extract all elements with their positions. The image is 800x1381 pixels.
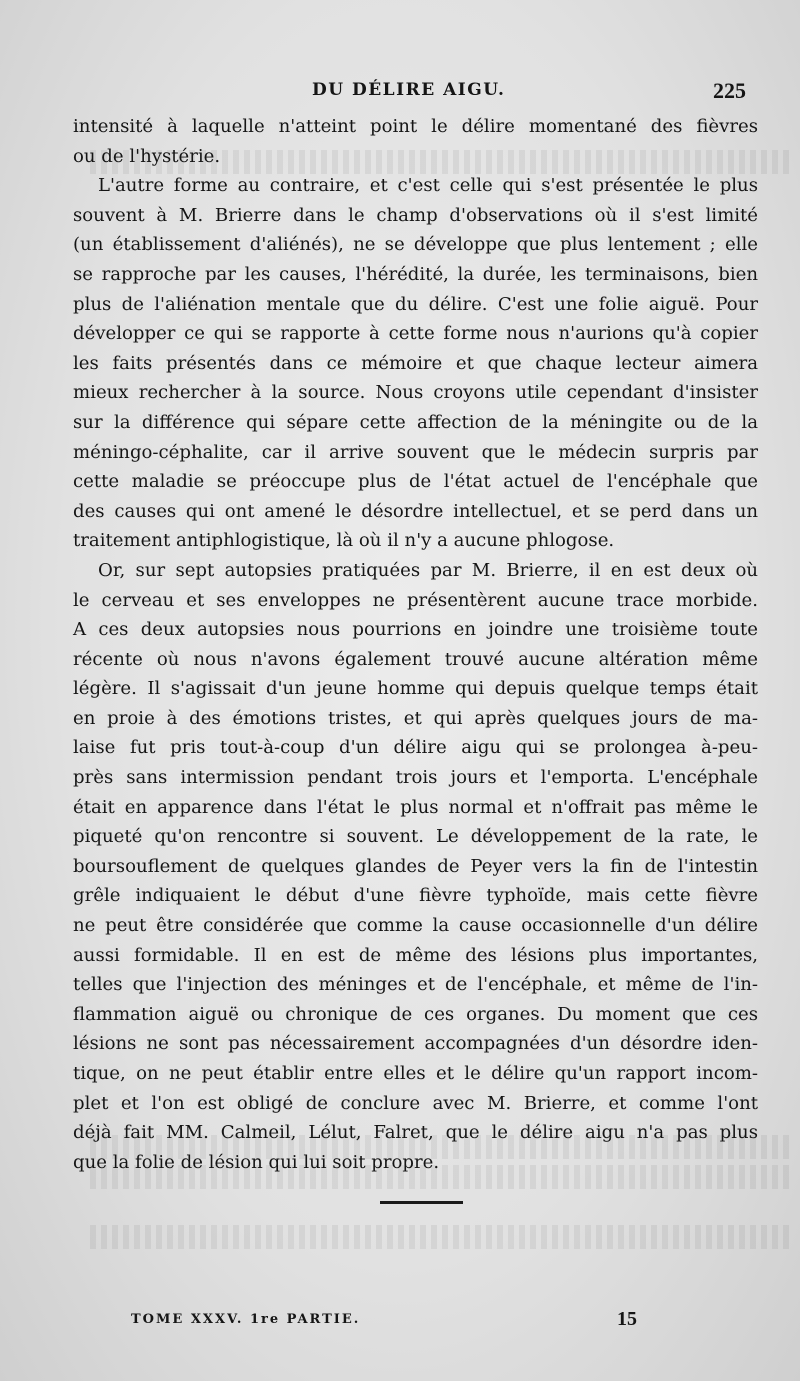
show-through-bleed [90, 1225, 790, 1249]
paragraph [73, 556, 758, 1177]
text-line: intensité à laquelle n'atteint point le délire momentané des fièvres [73, 116, 758, 137]
page-number: 225 [713, 78, 746, 103]
section-end-rule [380, 1201, 463, 1204]
text-line: (un établissement d'aliénés), ne se développe que plus lentement ; elle [73, 234, 758, 256]
text-line: boursouflement de quelques glandes de Peyer vers la fin de l'intestin [73, 855, 758, 877]
paragraph [73, 171, 758, 556]
text-line: Or, sur sept autopsies pratiquées par M. Brierre, il en est deux où [98, 559, 758, 581]
text-line: se rapproche par les causes, l'hérédité, la durée, les terminaisons, bien [73, 263, 758, 285]
running-head [0, 78, 800, 108]
text-line: plus de l'aliénation mentale que du délire. C'est une folie aiguë. Pour [73, 293, 758, 315]
text-line: flammation aiguë ou chronique de ces organes. Du moment que ces [73, 1003, 758, 1025]
text-line: en proie à des émotions tristes, et qui après quelques jours de ma- [73, 707, 758, 729]
text-line: légère. Il s'agissait d'un jeune homme qui depuis quelque temps était [73, 678, 758, 700]
text-line: telles que l'injection des méninges et de l'encéphale, et même de l'in- [73, 974, 758, 996]
text-line: ne peut être considérée que comme la cause occasionnelle d'un délire [73, 915, 758, 937]
text-line: grêle indiquaient le début d'une fièvre typhoïde, mais cette fièvre [73, 885, 758, 907]
text-line: lésions ne sont pas nécessairement accompagnées d'un désordre iden- [73, 1033, 758, 1055]
signature-number: 15 [617, 1308, 637, 1330]
text-line: ou de l'hystérie. [73, 145, 221, 167]
text-line: près sans intermission pendant trois jours et l'emporta. L'encéphale [73, 767, 758, 789]
page-footer [0, 1310, 800, 1334]
body-text [73, 112, 758, 1177]
text-line: mieux rechercher à la source. Nous croyons utile cependant d'insister [73, 382, 758, 404]
text-line: cette maladie se préoccupe plus de l'état actuel de l'encéphale que [73, 471, 758, 493]
text-line: traitement antiphlogistique, là où il n'y a aucune phlogose. [73, 530, 615, 552]
text-line: récente où nous n'avons également trouvé aucune altération même [73, 648, 758, 670]
paragraph [73, 112, 758, 171]
text-line: laise fut pris tout-à-coup d'un délire aigu qui se prolongea à-peu- [73, 737, 758, 759]
text-line: déjà fait MM. Calmeil, Lélut, Falret, que le délire aigu n'a pas plus [73, 1122, 758, 1144]
text-line: piqueté qu'on rencontre si souvent. Le développement de la rate, le [73, 826, 758, 848]
text-line: méningo-céphalite, car il arrive souvent que le médecin surpris par [73, 441, 758, 463]
text-line: souvent à M. Brierre dans le champ d'observations où il s'est limité [73, 204, 758, 226]
text-line: était en apparence dans l'état le plus normal et n'offrait pas même le [73, 796, 758, 818]
text-line: tique, on ne peut établir entre elles et le délire qu'un rapport incom- [73, 1063, 758, 1084]
signature-mark: TOME XXXV. 1re PARTIE. [131, 1312, 361, 1327]
text-line: L'autre forme au contraire, et c'est celle qui s'est présentée le plus [98, 175, 758, 197]
text-line: que la folie de lésion qui lui soit propre. [73, 1151, 440, 1173]
text-line: le cerveau et ses enveloppes ne présentèrent aucune trace morbide. [73, 589, 758, 611]
text-line: aussi formidable. Il en est de même des lésions plus importantes, [73, 944, 758, 966]
text-line: sur la différence qui sépare cette affection de la méningite ou de la [73, 411, 758, 433]
text-line: plet et l'on est obligé de conclure avec M. Brierre, et comme l'ont [73, 1092, 758, 1114]
running-title: DU DÉLIRE AIGU. [312, 80, 506, 100]
text-line: les faits présentés dans ce mémoire et que chaque lecteur aimera [73, 352, 758, 374]
text-line: A ces deux autopsies nous pourrions en joindre une troisième toute [73, 619, 758, 641]
text-line: des causes qui ont amené le désordre intellectuel, et se perd dans un [73, 500, 758, 522]
text-line: développer ce qui se rapporte à cette forme nous n'aurions qu'à copier [73, 323, 758, 345]
